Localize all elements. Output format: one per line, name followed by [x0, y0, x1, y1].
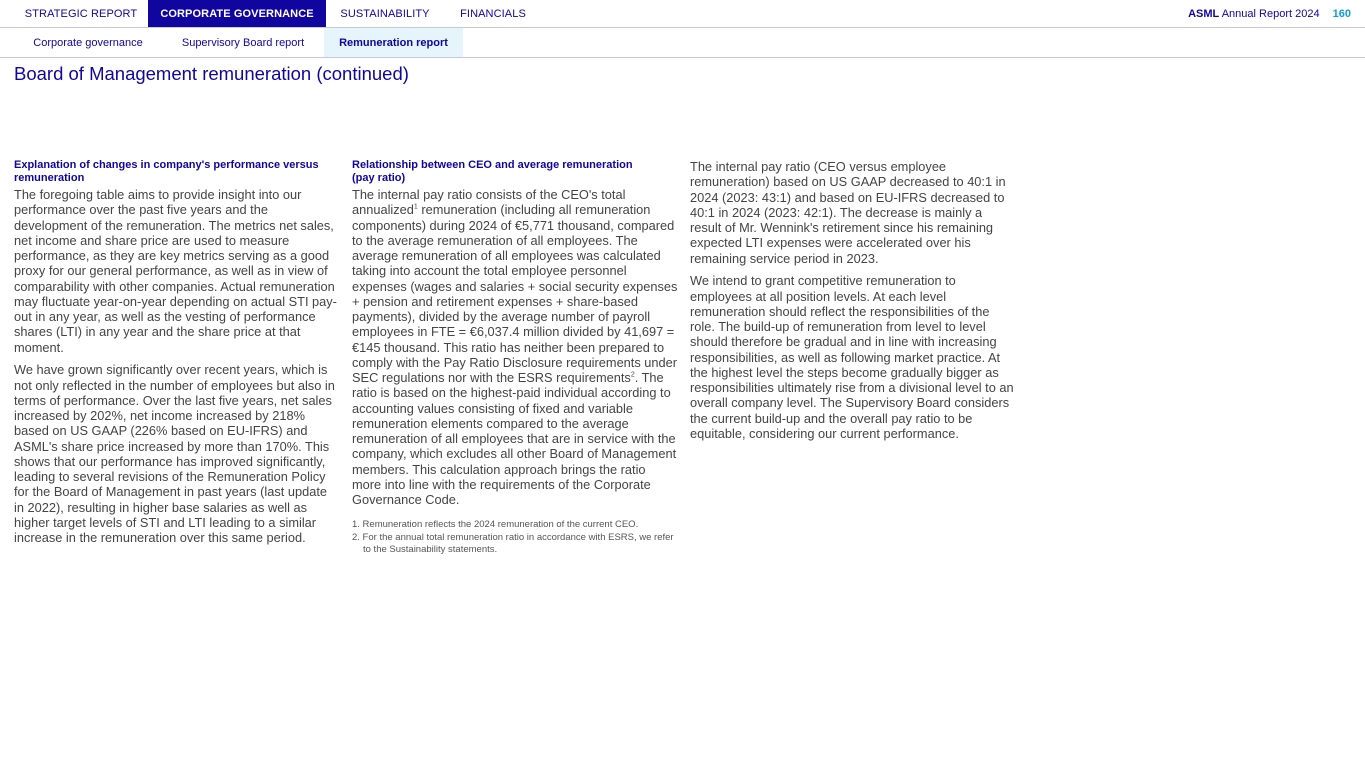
- report-brand: [1188, 0, 1351, 28]
- page-number: 160: [1332, 8, 1351, 20]
- text-run: . The ratio is based on the highest-paid individual according to accounting values consisting of fixed and variable remuneration elements compared to the average remuneration of all employees that are in service with the company, which excludes all other Board of Management members. This calculation approach brings the ratio more into line with the requirements of the Corporate Governance Code.: [352, 370, 677, 507]
- column-pay-ratio-continued: [690, 159, 1016, 449]
- tab-sustainability[interactable]: SUSTAINABILITY: [340, 8, 430, 20]
- paragraph: The foregoing table aims to provide insight into our performance over the past five years and the development of the remuneration. The metrics net sales, net income and share price are used to measure performance, as they are key metrics serving as a good proxy for our general performance, as well as in view of comparability with other companies. Actual remuneration may fluctuate year-on-year depending on actual STI pay-out in any year, as well as the vesting of performance shares (LTI) in any year and the share price at that moment.: [14, 187, 337, 355]
- section-heading: Explanation of changes in company's performance versus remuneration: [14, 159, 319, 184]
- section-heading: [352, 159, 678, 184]
- footnote: 1. Remuneration reflects the 2024 remuneration of the current CEO.: [352, 519, 639, 531]
- subtab-remuneration-report[interactable]: Remuneration report: [324, 28, 463, 57]
- tab-corporate-governance[interactable]: CORPORATE GOVERNANCE: [148, 0, 326, 27]
- subtab-corporate-governance[interactable]: Corporate governance: [33, 37, 143, 49]
- paragraph: We have grown significantly over recent years, which is not only reflected in the number of employees but also in terms of performance. Over the last five years, net sales increased by 202%, net income increased by 218% based on US GAAP (226% based on EU-IFRS) and ASML's share price increased by more than 170%. This shows that our performance has improved significantly, leading to several revisions of the Remuneration Policy for the Board of Management in past years (last update in 2022), resulting in higher base salaries as well as higher target levels of STI and LTI leading to a similar increase in the remuneration over this same period.: [14, 362, 335, 545]
- footnote-ref: 2: [630, 371, 635, 379]
- text-run: The internal pay ratio consists of the CEO's total annualized: [352, 187, 626, 218]
- sub-navigation: [0, 28, 1365, 58]
- report-title: Annual Report 2024: [1221, 8, 1320, 20]
- paragraph: We intend to grant competitive remuneration to employees at all position levels. At each level remuneration should reflect the responsibilities of the role. The build-up of remuneration from level to level should therefore be gradual and in line with increasing responsibilities, as well as following market practice. At the highest level the steps become gradually bigger as responsibilities ultimately rise from a divisional level to an overall company level. The Supervisory Board considers the current build-up and the overall pay ratio to be equitable, considering our current performance.: [690, 273, 1014, 441]
- paragraph: The internal pay ratio (CEO versus employee remuneration) based on US GAAP decreased to 40:1 in 2024 (2023: 43:1) and based on EU-IFRS decreased to 40:1 in 2024 (2023: 42:1). The decrease is mainly a result of Mr. Wennink's retirement since his remaining expected LTI expenses were accelerated over his remaining service period in 2023.: [690, 159, 1006, 266]
- tab-financials[interactable]: FINANCIALS: [460, 8, 526, 20]
- section-heading-line: (pay ratio): [352, 171, 406, 184]
- section-heading-line: Relationship between CEO and average remuneration: [352, 159, 633, 171]
- text-run: remuneration (including all remuneration components) during 2024 of €5,771 thousand, compared to the average remuneration of all employees. The average remuneration of all employees was calculated taking into account the total employee personnel expenses (wages and salaries + social security expenses + pension and retirement expenses + share-based payments), divided by the average number of payroll employees in FTE = €6,037.4 million divided by 41,697 = €145 thousand. This ratio has neither been prepared to comply with the Pay Ratio Disclosure requirements under SEC regulations nor with the ESRS requirements: [352, 202, 678, 385]
- footnote: 2. For the annual total remuneration ratio in accordance with ESRS, we refer to the Sustainability statements.: [352, 531, 674, 556]
- brand-logo-text: ASML: [1188, 8, 1220, 20]
- column-pay-ratio: [352, 159, 678, 557]
- page-title: Board of Management remuneration (continued): [14, 63, 409, 84]
- subtab-supervisory-board-report[interactable]: Supervisory Board report: [181, 37, 305, 49]
- column-performance-explanation: [14, 159, 340, 553]
- footnotes: [352, 519, 678, 557]
- tab-strategic-report[interactable]: STRATEGIC REPORT: [24, 8, 138, 20]
- paragraph: [352, 187, 678, 507]
- footnote-ref: 1: [413, 203, 418, 211]
- top-navigation: [0, 0, 1365, 28]
